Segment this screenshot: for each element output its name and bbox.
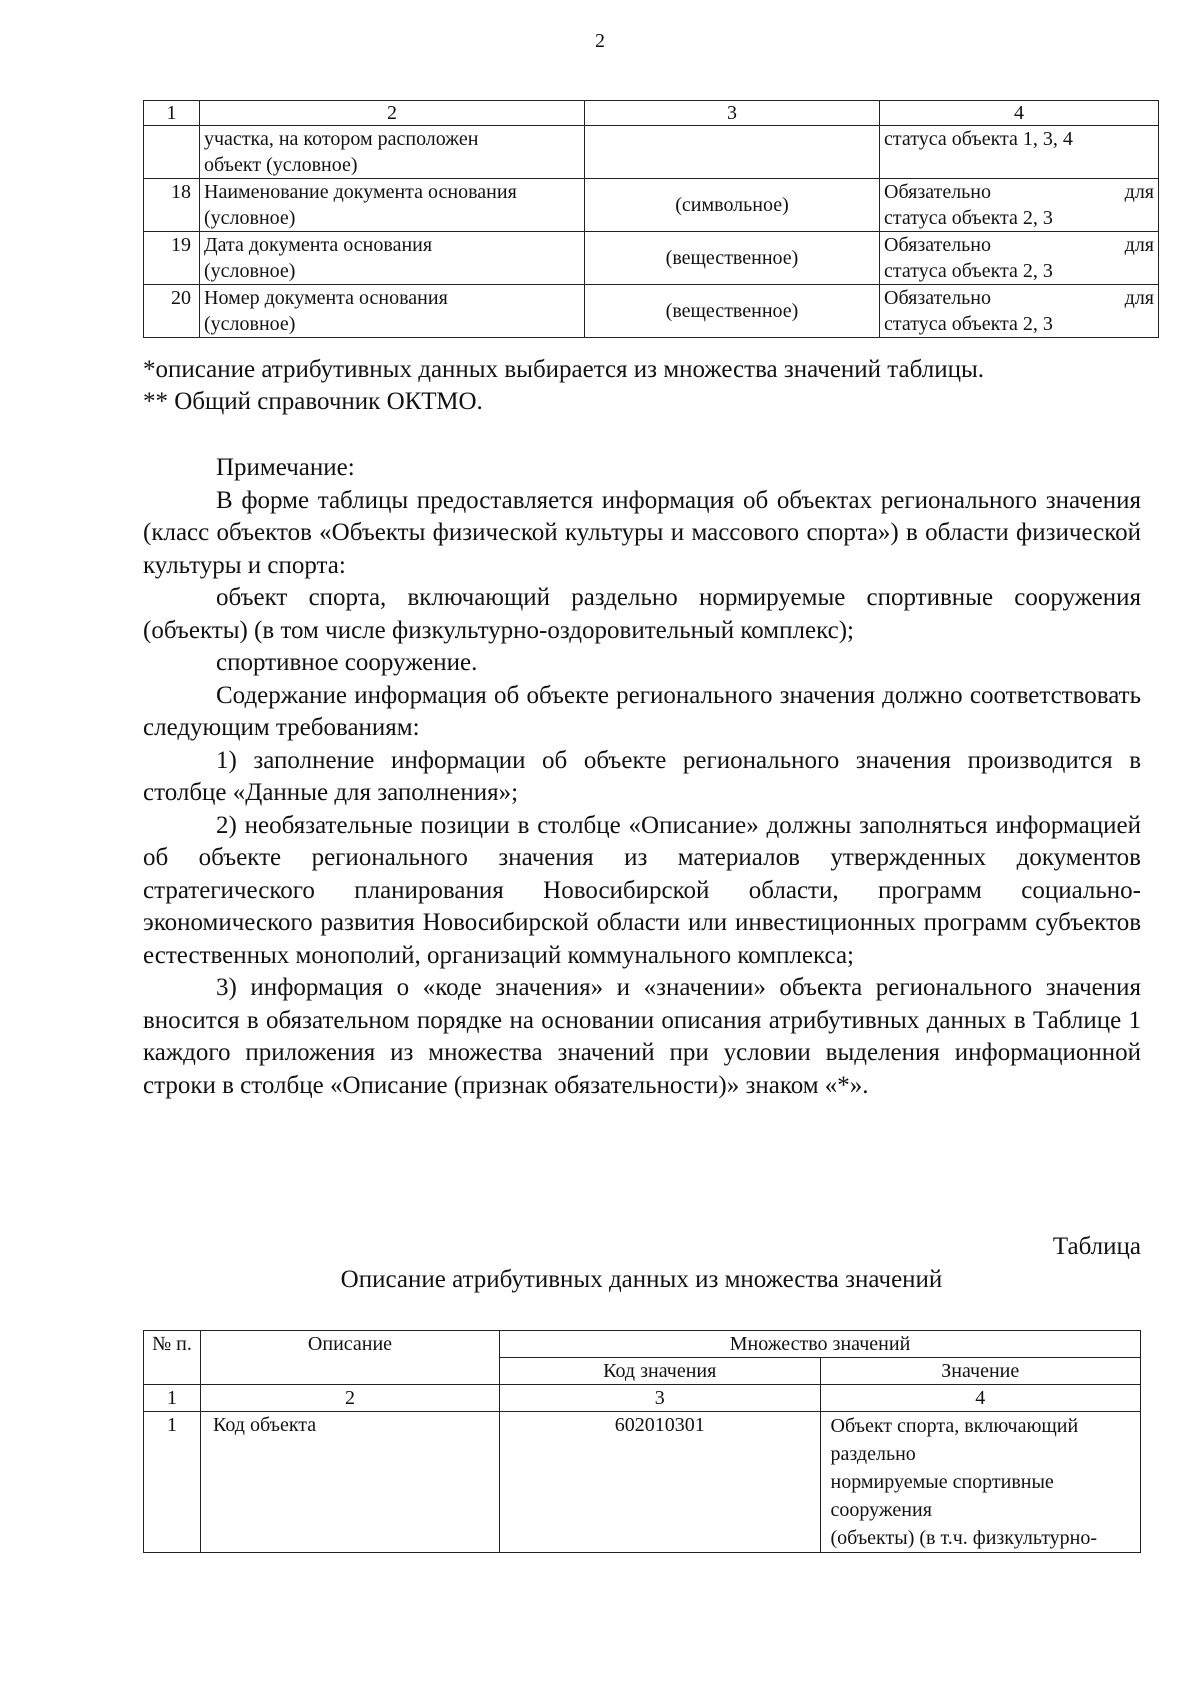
header-description: Описание [201,1331,500,1385]
requirement-line: статуса объекта 1, 3, 4 [884,128,1073,150]
header-value: Значение [820,1358,1141,1385]
requirement-word: Обязательно [884,287,992,309]
row-number: 20 [144,285,200,338]
description-line: (условное) [204,313,296,335]
row-number: 1 [144,1412,201,1553]
page-number: 2 [595,30,605,52]
requirement-word: для [1124,181,1154,203]
table-header-row [144,1331,1141,1358]
requirement-line [884,232,1154,258]
note-section [143,452,1141,1102]
value-line: (объекты) (в т.ч. физкультурно- [830,1527,1098,1549]
note-paragraph: 2) необязательные позиции в столбце «Описание» должны заполняться информацией об объекте регионального значения из материалов утвержденных документов стратегического планирования Новосибирской области, программ социально-экономического развития Новосибирской области или инвестиционных программ субъектов естественных монополий, организаций коммунального комплекса; [143,811,1141,969]
column-number: 1 [144,1385,201,1412]
row-description [200,232,585,285]
requirement-line: статуса объекта 2, 3 [884,313,1053,335]
table-title: Описание атрибутивных данных из множества значений [340,1266,943,1293]
row-value [820,1412,1141,1553]
table-column-numbers [144,1385,1141,1412]
requirement-word: Обязательно [884,181,992,203]
requirement-line: статуса объекта 2, 3 [884,207,1053,229]
row-type: (символьное) [585,179,880,232]
table-row [144,1412,1141,1553]
description-line: (условное) [204,207,296,229]
table-label: Таблица [1052,1233,1141,1260]
header-value-set: Множество значений [500,1331,1141,1358]
note-paragraph: спортивное сооружение. [216,649,478,676]
row-requirement [880,285,1159,338]
row-number: 19 [144,232,200,285]
note-paragraph: объект спорта, включающий раздельно нормируемые спортивные сооружения (объекты) (в том числе физкультурно-оздоровительный комплекс); [143,584,1141,644]
table-row [144,232,1159,285]
note-paragraph: Содержание информация об объекте регионального значения должно соответствовать следующим требованиям: [143,681,1141,741]
description-line: (условное) [204,260,296,282]
note-paragraph: 1) заполнение информации об объекте регионального значения производится в столбце «Данные для заполнения»; [143,746,1141,806]
table-row [144,179,1159,232]
footnotes [143,354,984,418]
row-code: 602010301 [500,1412,821,1553]
row-type [585,126,880,179]
description-line: объект (условное) [204,154,358,176]
row-description [200,179,585,232]
column-number: 3 [585,101,880,126]
note-paragraph: 3) информация о «коде значения» и «значении» объекта регионального значения вносится в обязательном порядке на основании описания атрибутивных данных в Таблице 1 каждого приложения из множества значений при условии выделения информационной строки в столбце «Описание (признак обязательности)» знаком «*». [143,974,1141,1099]
row-description: Код объекта [201,1412,500,1553]
requirement-word: Обязательно [884,234,992,256]
requirement-line: статуса объекта 2, 3 [884,260,1053,282]
table-row [144,126,1159,179]
value-line: Объект спорта, включающий раздельно [830,1415,1079,1465]
footnote: ** Общий справочник ОКТМО. [143,388,483,415]
table-row [144,285,1159,338]
column-number: 2 [201,1385,500,1412]
description-line: Дата документа основания [204,234,433,256]
attributes-table-continued [143,100,1159,338]
column-number: 1 [144,101,200,126]
footnote: *описание атрибутивных данных выбирается из множества значений таблицы. [143,356,985,383]
value-line: нормируемые спортивные сооружения [830,1471,1054,1521]
description-line: Наименование документа основания [204,181,517,203]
note-title: Примечание: [216,454,355,481]
row-type: (вещественное) [585,285,880,338]
column-number: 4 [820,1385,1141,1412]
table-header-row [144,101,1159,126]
requirement-line [884,285,1154,311]
requirement-word: для [1124,287,1154,309]
row-requirement [880,179,1159,232]
header-code: Код значения [500,1358,821,1385]
requirement-word: для [1124,234,1154,256]
column-number: 2 [200,101,585,126]
row-description [200,126,585,179]
row-requirement [880,232,1159,285]
row-number [144,126,200,179]
description-line: Номер документа основания [204,287,448,309]
note-paragraph: В форме таблицы предоставляется информация об объектах регионального значения (класс объектов «Объекты физической культуры и массового спорта») в области физической культуры и спорта: [143,486,1141,579]
values-table [143,1330,1141,1553]
description-line: участка, на котором расположен [204,128,479,150]
row-description [200,285,585,338]
header-number: № п. [144,1331,201,1385]
column-number: 4 [880,101,1159,126]
requirement-line [884,179,1154,205]
row-requirement [880,126,1159,179]
column-number: 3 [500,1385,821,1412]
row-number: 18 [144,179,200,232]
row-type: (вещественное) [585,232,880,285]
